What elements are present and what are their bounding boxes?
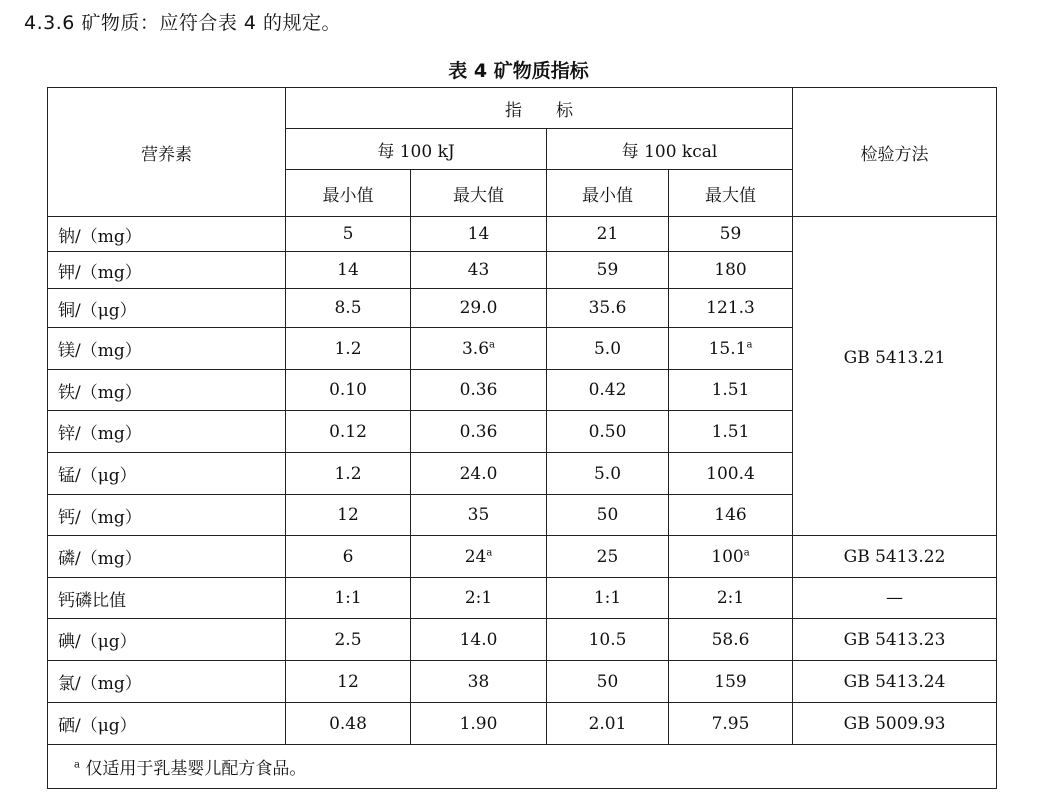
cell-kj-min <box>286 536 411 578</box>
header-kj-min: 最小值 <box>286 170 411 217</box>
cell-kj-min-text: 8.5 <box>334 298 362 318</box>
cell-kcal-max <box>669 495 793 536</box>
cell-kcal-max-text: 58.6 <box>711 629 750 650</box>
cell-kcal-max-text: 121.3 <box>706 298 755 318</box>
cell-kcal-min-text: 10.5 <box>588 629 627 650</box>
cell-nutrient-text: 镁/（mg） <box>58 341 142 361</box>
cell-kj-max-text: 29.0 <box>459 298 498 318</box>
cell-kj-min <box>286 217 411 252</box>
cell-kj-min <box>286 370 411 411</box>
cell-kj-max <box>411 328 547 370</box>
cell-kcal-max-text: 146 <box>714 505 747 525</box>
cell-kj-max-text: 3.6 <box>461 338 490 359</box>
cell-kcal-max-text: 100.4 <box>706 463 755 484</box>
table-row <box>48 661 997 703</box>
cell-kj-min <box>286 619 411 661</box>
cell-kcal-min <box>547 495 669 536</box>
cell-kj-min-text: 1.2 <box>334 338 362 359</box>
cell-kj-max-text: 0.36 <box>459 421 498 442</box>
cell-nutrient <box>48 217 286 252</box>
cell-kcal-min <box>547 578 669 619</box>
cell-kj-max-text: 24.0 <box>459 463 498 484</box>
cell-nutrient <box>48 328 286 370</box>
cell-kcal-max <box>669 289 793 328</box>
cell-method-text: GB 5413.24 <box>843 671 946 692</box>
cell-kcal-min-text: 0.42 <box>588 380 627 400</box>
cell-kcal-min-text: 25 <box>596 546 619 567</box>
cell-kcal-max-text: 59 <box>719 224 742 244</box>
footnote-row <box>48 745 997 789</box>
cell-nutrient-text: 钙/（mg） <box>58 507 142 528</box>
minerals-table <box>47 87 997 789</box>
cell-kcal-max-text: 2:1 <box>716 588 745 608</box>
cell-nutrient <box>48 252 286 289</box>
cell-kcal-min-text: 2.01 <box>588 713 627 734</box>
cell-nutrient-text: 钙磷比值 <box>58 590 126 611</box>
cell-kj-min-text: 1:1 <box>334 588 362 608</box>
header-nutrient: 营养素 <box>48 88 286 217</box>
header-kcal-max: 最大值 <box>669 170 793 217</box>
cell-method-shared <box>793 217 997 536</box>
cell-nutrient <box>48 661 286 703</box>
cell-kcal-max <box>669 453 793 495</box>
table-title: 表 4 矿物质指标 <box>448 60 589 82</box>
cell-kj-min-text: 14 <box>337 260 359 280</box>
cell-method-text: — <box>886 588 903 608</box>
cell-kj-max <box>411 453 547 495</box>
cell-nutrient <box>48 453 286 495</box>
cell-nutrient <box>48 370 286 411</box>
table-row <box>48 217 997 252</box>
header-kj-max: 最大值 <box>411 170 547 217</box>
footnote-text: 仅适用于乳基婴儿配方食品。 <box>79 759 307 779</box>
cell-kcal-min-text: 5.0 <box>593 463 622 484</box>
cell-kj-min-text: 0.10 <box>329 380 367 400</box>
cell-kj-min <box>286 411 411 453</box>
header-per-kj: 每 100 kJ <box>286 129 547 170</box>
cell-kj-max <box>411 252 547 289</box>
cell-method <box>793 661 997 703</box>
cell-kj-max-text: 14.0 <box>459 629 498 650</box>
footnote-marker: a <box>486 546 493 558</box>
cell-nutrient-text: 铜/（μg） <box>58 300 137 321</box>
cell-method-text: GB 5413.22 <box>843 546 946 567</box>
cell-kj-max <box>411 536 547 578</box>
cell-kcal-min <box>547 252 669 289</box>
cell-method <box>793 578 997 619</box>
cell-kcal-max <box>669 217 793 252</box>
cell-nutrient <box>48 289 286 328</box>
cell-kcal-max-text: 1.51 <box>711 380 750 400</box>
cell-kcal-max <box>669 536 793 578</box>
cell-kj-max <box>411 495 547 536</box>
cell-kj-max-text: 14 <box>467 224 490 244</box>
cell-kcal-max <box>669 370 793 411</box>
footnote-marker: a <box>743 546 750 558</box>
cell-nutrient-text: 铁/（mg） <box>58 382 142 403</box>
table-row <box>48 703 997 745</box>
header-method: 检验方法 <box>793 88 997 217</box>
cell-kj-max-text: 35 <box>467 505 490 525</box>
cell-kj-min-text: 1.2 <box>334 463 362 484</box>
cell-kcal-min <box>547 217 669 252</box>
cell-kcal-min <box>547 661 669 703</box>
cell-kj-min <box>286 252 411 289</box>
cell-kcal-min <box>547 619 669 661</box>
cell-nutrient-text: 钠/（mg） <box>58 226 142 247</box>
cell-kj-min-text: 2.5 <box>334 629 362 650</box>
cell-kj-min-text: 6 <box>342 546 354 567</box>
cell-kcal-max-text: 15.1 <box>708 338 747 359</box>
cell-kj-max-text: 38 <box>467 671 490 692</box>
section-heading: 4.3.6 矿物质：应符合表 4 的规定。 <box>24 12 342 34</box>
cell-kj-max <box>411 217 547 252</box>
cell-kj-min <box>286 661 411 703</box>
cell-method-shared-text: GB 5413.21 <box>843 348 946 368</box>
cell-nutrient <box>48 495 286 536</box>
cell-kj-min <box>286 328 411 370</box>
cell-kcal-max <box>669 661 793 703</box>
cell-kcal-max-text: 1.51 <box>711 421 750 442</box>
cell-kcal-min-text: 21 <box>596 224 619 244</box>
cell-method <box>793 536 997 578</box>
cell-kj-max <box>411 370 547 411</box>
cell-kcal-min-text: 50 <box>596 671 619 692</box>
cell-nutrient-text: 磷/（mg） <box>58 549 142 569</box>
cell-kj-min <box>286 578 411 619</box>
footnote-marker: a <box>489 338 495 350</box>
cell-kj-min-text: 0.48 <box>329 713 367 734</box>
cell-nutrient <box>48 578 286 619</box>
cell-kcal-min-text: 5.0 <box>593 338 622 359</box>
cell-kcal-min <box>547 453 669 495</box>
cell-kj-max <box>411 619 547 661</box>
table-row <box>48 578 997 619</box>
cell-kj-max <box>411 411 547 453</box>
table-row <box>48 536 997 578</box>
cell-kj-max-text: 1.90 <box>459 713 498 734</box>
cell-method-text: GB 5413.23 <box>843 629 946 650</box>
cell-kcal-min-text: 50 <box>596 505 619 525</box>
cell-nutrient <box>48 703 286 745</box>
cell-kcal-max <box>669 619 793 661</box>
cell-nutrient <box>48 536 286 578</box>
header-row-indicator <box>48 88 997 129</box>
cell-kcal-max <box>669 578 793 619</box>
cell-kj-max <box>411 703 547 745</box>
cell-kcal-min-text: 35.6 <box>588 298 627 318</box>
cell-kcal-max-text: 180 <box>714 260 747 280</box>
cell-kcal-min <box>547 328 669 370</box>
cell-kcal-min <box>547 411 669 453</box>
cell-kcal-max-text: 159 <box>714 671 747 692</box>
cell-kj-max <box>411 578 547 619</box>
cell-kj-max <box>411 289 547 328</box>
cell-nutrient-text: 碘/（μg） <box>58 632 137 652</box>
cell-kcal-min-text: 1:1 <box>593 588 622 608</box>
header-kcal-min: 最小值 <box>547 170 669 217</box>
cell-kj-min <box>286 495 411 536</box>
cell-kj-min-text: 0.12 <box>329 421 367 442</box>
cell-kj-min <box>286 453 411 495</box>
cell-nutrient-text: 硒/（μg） <box>58 716 137 736</box>
footnote <box>48 745 997 789</box>
cell-kj-max-text: 2:1 <box>464 588 493 608</box>
cell-kcal-max-text: 100 <box>711 546 744 567</box>
cell-kcal-min <box>547 536 669 578</box>
cell-kj-max-text: 24 <box>464 546 487 567</box>
cell-kcal-min-text: 59 <box>596 260 619 280</box>
cell-kj-min <box>286 289 411 328</box>
cell-kcal-max <box>669 411 793 453</box>
cell-kcal-max <box>669 252 793 289</box>
cell-method <box>793 619 997 661</box>
cell-kj-max-text: 0.36 <box>459 380 498 400</box>
cell-kcal-min <box>547 703 669 745</box>
header-indicator: 指 标 <box>286 88 793 129</box>
header-per-kcal: 每 100 kcal <box>547 129 793 170</box>
cell-method-text: GB 5009.93 <box>843 713 946 734</box>
cell-kcal-min <box>547 289 669 328</box>
cell-method <box>793 703 997 745</box>
cell-kcal-max-text: 7.95 <box>711 713 750 734</box>
table-row <box>48 619 997 661</box>
cell-kcal-max <box>669 328 793 370</box>
cell-kj-min-text: 12 <box>337 505 359 525</box>
cell-kj-min <box>286 703 411 745</box>
cell-kj-max-text: 43 <box>467 260 490 280</box>
cell-kcal-min <box>547 370 669 411</box>
cell-nutrient <box>48 411 286 453</box>
cell-kcal-min-text: 0.50 <box>588 421 627 442</box>
cell-kcal-max <box>669 703 793 745</box>
cell-nutrient <box>48 619 286 661</box>
cell-nutrient-text: 钾/（mg） <box>58 262 142 283</box>
footnote-mark: a <box>74 759 80 771</box>
cell-kj-min-text: 5 <box>342 224 354 244</box>
cell-nutrient-text: 锰/（μg） <box>58 466 137 486</box>
footnote-marker: a <box>746 338 753 350</box>
cell-kj-min-text: 12 <box>337 671 359 692</box>
cell-nutrient-text: 氯/（mg） <box>58 674 142 694</box>
cell-kj-max <box>411 661 547 703</box>
cell-nutrient-text: 锌/（mg） <box>58 424 142 444</box>
